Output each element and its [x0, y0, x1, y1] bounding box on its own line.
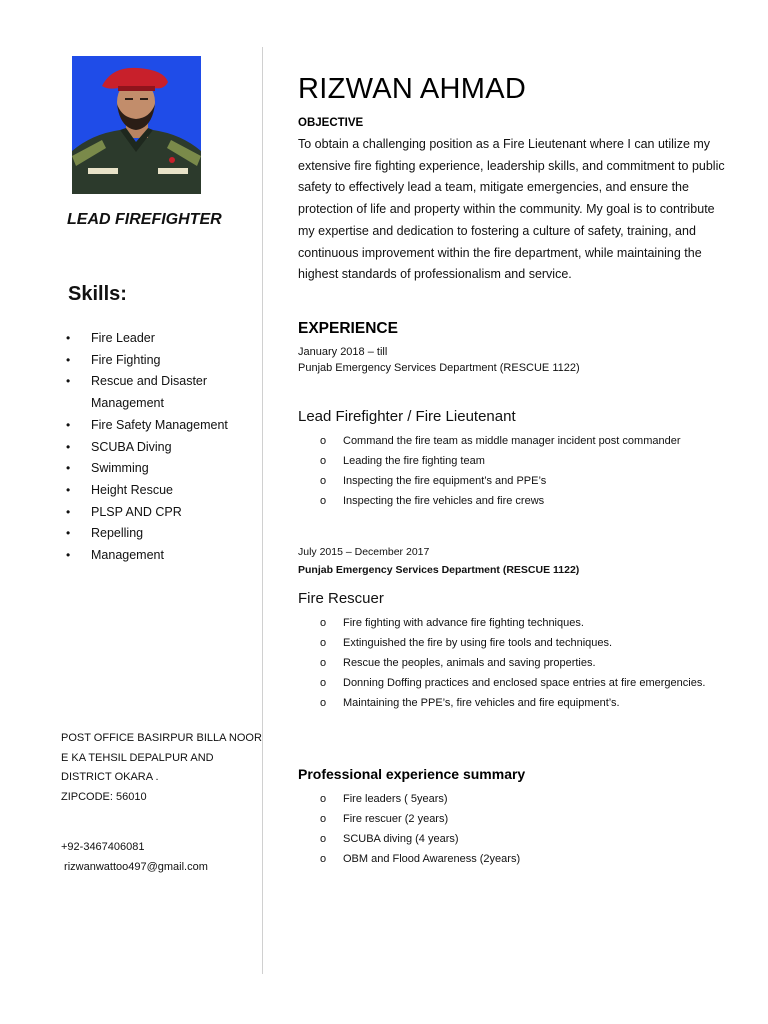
- circle-bullet-icon: o: [320, 697, 327, 710]
- skill-label: Fire Leader: [91, 331, 155, 345]
- circle-bullet-icon: o: [320, 853, 327, 866]
- bullet-icon: •: [66, 548, 71, 563]
- list-item: [320, 653, 705, 673]
- list-item: [320, 789, 520, 809]
- skill-label: Height Rescue: [91, 482, 173, 497]
- list-item: [320, 451, 681, 471]
- objective-heading: OBJECTIVE: [298, 117, 364, 129]
- skill-label: Rescue and Disaster Management: [91, 374, 208, 411]
- skill-label: Repelling: [91, 526, 144, 541]
- list-item: [66, 437, 256, 459]
- circle-bullet-icon: o: [320, 833, 327, 846]
- bullet-icon: •: [66, 331, 71, 345]
- list-item: [320, 829, 520, 849]
- job-organization: Punjab Emergency Services Department (RESCUE 1122): [298, 564, 580, 576]
- list-item: [66, 523, 256, 545]
- circle-bullet-icon: o: [320, 677, 327, 690]
- list-item: [66, 545, 256, 567]
- skill-label: Fire Fighting: [91, 352, 161, 367]
- postal-address: [61, 729, 262, 807]
- experience-heading: EXPERIENCE: [298, 320, 398, 337]
- duty-text: Leading the fire fighting team: [343, 455, 485, 468]
- job-title: Lead Firefighter / Fire Lieutenant: [298, 408, 516, 425]
- summary-heading: Professional experience summary: [298, 766, 526, 782]
- circle-bullet-icon: o: [320, 657, 327, 670]
- list-item: [320, 633, 705, 653]
- summary-text: Fire rescuer (2 years): [343, 813, 449, 826]
- list-item: [66, 480, 256, 502]
- list-item: [320, 431, 681, 451]
- job-duties-list: [320, 431, 681, 511]
- address-line: E KA TEHSIL DEPALPUR AND: [61, 751, 214, 764]
- list-item: [320, 471, 681, 491]
- circle-bullet-icon: o: [320, 475, 327, 488]
- duty-text: Fire fighting with advance fire fighting techniques.: [343, 617, 584, 629]
- profile-photo: [72, 56, 201, 194]
- list-item: [320, 613, 705, 633]
- email-address: rizwanwattoo497@gmail.com: [61, 861, 208, 873]
- job-dates: July 2015 – December 2017: [298, 546, 430, 558]
- list-item: [320, 673, 705, 693]
- column-divider: [262, 47, 263, 974]
- address-line: ZIPCODE: 56010: [61, 790, 147, 803]
- skill-label: Fire Safety Management: [91, 417, 228, 432]
- summary-text: SCUBA diving (4 years): [343, 833, 459, 846]
- list-item: [66, 371, 256, 414]
- contact-info: [61, 837, 208, 877]
- skill-label: SCUBA Diving: [91, 439, 172, 454]
- address-line: DISTRICT OKARA .: [61, 771, 159, 783]
- circle-bullet-icon: o: [320, 495, 327, 508]
- bullet-icon: •: [66, 526, 71, 541]
- bullet-icon: •: [66, 461, 71, 476]
- skill-label: Swimming: [91, 461, 149, 476]
- duty-text: Maintaining the PPE’s, fire vehicles and fire equipment’s.: [343, 697, 620, 710]
- bullet-icon: •: [66, 417, 71, 432]
- bullet-icon: •: [66, 439, 71, 454]
- list-item: [320, 809, 520, 829]
- person-name: RIZWAN AHMAD: [298, 73, 527, 105]
- bullet-icon: •: [66, 352, 71, 367]
- duty-text: Inspecting the fire equipment’s and PPE’s: [343, 475, 547, 488]
- bullet-icon: •: [66, 504, 71, 519]
- duty-text: Donning Doffing practices and enclosed space entries at fire emergencies.: [343, 677, 706, 690]
- circle-bullet-icon: o: [320, 617, 327, 629]
- duty-text: Rescue the peoples, animals and saving properties.: [343, 657, 596, 670]
- bullet-icon: •: [66, 482, 71, 497]
- list-item: [320, 491, 681, 511]
- list-item: [66, 328, 256, 350]
- skills-heading: Skills:: [68, 283, 127, 305]
- job-title: Fire Rescuer: [298, 590, 384, 607]
- bullet-icon: •: [66, 374, 71, 389]
- summary-text: Fire leaders ( 5years): [343, 793, 448, 805]
- list-item: [66, 458, 256, 480]
- job-duties-list: [320, 613, 705, 713]
- objective-text: To obtain a challenging position as a Fire Lieutenant where I can utilize my extensive fire fighting experience, leadership skills, and commitment to public safety to effectively lead a team, mitigate emergencies, and ensure the protection of life and property within the community. My goal is to contribute my expertise and dedication to fostering a culture of safety, training, and continuous improvement within the fire department, while maintaining the highest standards of professionalism and service.: [298, 137, 725, 282]
- circle-bullet-icon: o: [320, 637, 327, 650]
- circle-bullet-icon: o: [320, 813, 327, 826]
- circle-bullet-icon: o: [320, 455, 327, 468]
- job-role-title: LEAD FIREFIGHTER: [67, 211, 222, 228]
- list-item: [66, 350, 256, 372]
- duty-text: Inspecting the fire vehicles and fire crews: [343, 495, 545, 508]
- list-item: [66, 502, 256, 524]
- summary-list: [320, 789, 520, 869]
- list-item: [66, 415, 256, 437]
- job-organization: Punjab Emergency Services Department (RESCUE 1122): [298, 362, 580, 374]
- address-line: POST OFFICE BASIRPUR BILLA NOOR: [61, 732, 262, 744]
- circle-bullet-icon: o: [320, 793, 327, 805]
- skills-list: [66, 328, 256, 567]
- duty-text: Command the fire team as middle manager incident post commander: [343, 435, 681, 447]
- circle-bullet-icon: o: [320, 435, 327, 447]
- skill-label: Management: [91, 548, 164, 563]
- summary-text: OBM and Flood Awareness (2years): [343, 853, 521, 866]
- list-item: [320, 693, 705, 713]
- phone-number: +92-3467406081: [61, 841, 145, 853]
- job-dates: January 2018 – till: [298, 346, 388, 358]
- list-item: [320, 849, 520, 869]
- duty-text: Extinguished the fire by using fire tools and techniques.: [343, 637, 613, 650]
- skill-label: PLSP AND CPR: [91, 504, 182, 519]
